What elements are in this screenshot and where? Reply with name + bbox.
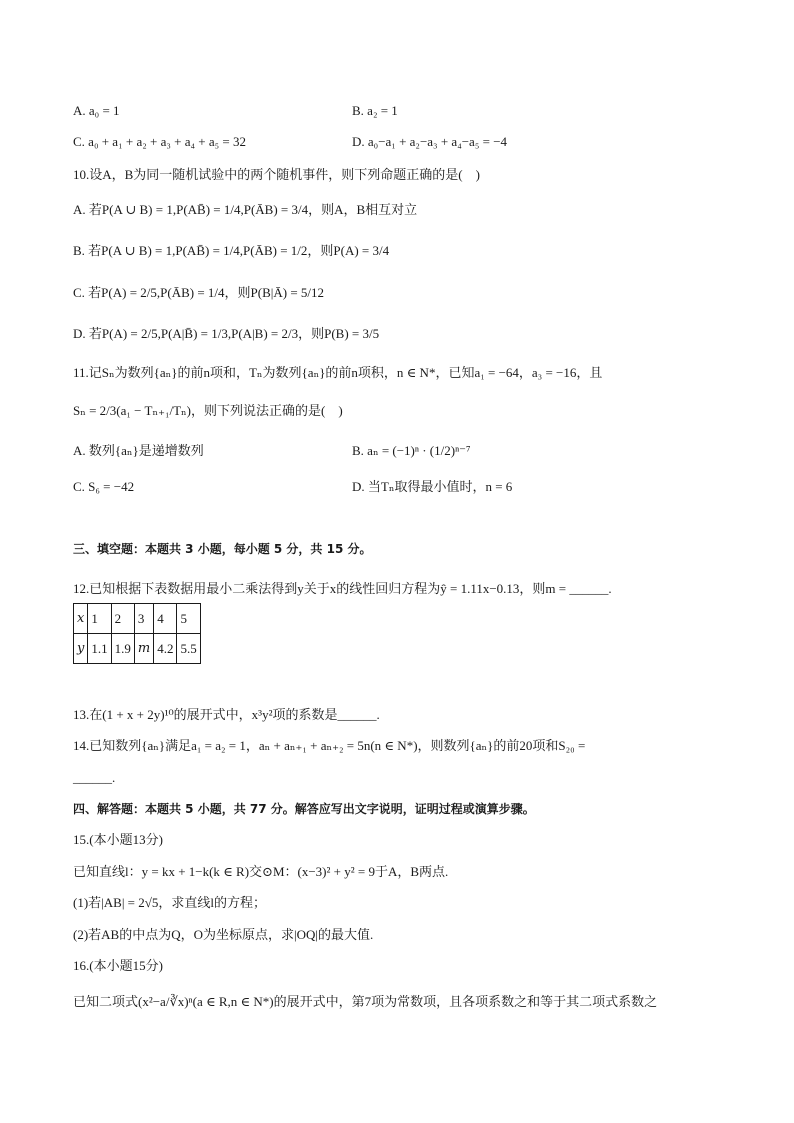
q9-option-a: A. a₀ = 1	[73, 103, 120, 118]
table-cell: 1.9	[111, 634, 134, 664]
q15-stem: 已知直线l：y = kx + 1−k(k ∈ R)交⊙M：(x−3)² + y² = 9于A，B两点.	[73, 864, 449, 879]
q12-stem: 12.已知根据下表数据用最小二乘法得到y关于x的线性回归方程为ŷ = 1.11x−0.13，则m = ______.	[73, 581, 612, 596]
table-cell: 5.5	[177, 634, 200, 664]
q15-heading: 15.(本小题13分)	[73, 832, 163, 847]
q9-option-d: D. a₀−a₁ + a₂−a₃ + a₄−a₅ = −4	[352, 134, 508, 149]
q14-stem-line2: ______.	[73, 770, 116, 785]
table-cell: 1.1	[88, 634, 111, 664]
q16-heading: 16.(本小题15分)	[73, 958, 163, 973]
q9-option-b: B. a₂ = 1	[352, 103, 398, 118]
table-row-y	[74, 634, 201, 664]
q16-stem: 已知二项式(x²−a/∛x)ⁿ(a ∈ R,n ∈ N*)的展开式中，第7项为常数项，且各项系数之和等于其二项式系数之	[73, 994, 658, 1009]
table-cell: 4.2	[154, 634, 177, 664]
q10-option-c: C. 若P(A) = 2/5,P(ĀB) = 1/4，则P(B|Ā) = 5/12	[73, 285, 325, 300]
q11-option-b: B. aₙ = (−1)ⁿ · (1/2)ⁿ⁻⁷	[352, 443, 471, 458]
table-row-x	[74, 604, 201, 634]
q11-option-c: C. S₆ = −42	[73, 479, 135, 494]
table-cell: y	[74, 634, 88, 664]
table-cell: x	[74, 604, 88, 634]
q10-option-b: B. 若P(A ∪ B) = 1,P(AB̄) = 1/4,P(ĀB) = 1/2，则P(A) = 3/4	[73, 243, 390, 258]
table-cell: 2	[111, 604, 134, 634]
q10-stem: 10.设A，B为同一随机试验中的两个随机事件，则下列命题正确的是( )	[73, 167, 480, 182]
table-cell: 1	[88, 604, 111, 634]
section-4-heading: 四、解答题：本题共 5 小题，共 77 分。解答应写出文字说明，证明过程或演算步骤。	[73, 802, 535, 816]
q15-part-1: (1)若|AB| = 2√5，求直线l的方程；	[73, 895, 267, 910]
q11-stem-line1: 11.记Sₙ为数列{aₙ}的前n项和，Tₙ为数列{aₙ}的前n项积，n ∈ N*，已知a₁ = −64，a₃ = −16，且	[73, 365, 603, 380]
q11-stem-line2: Sₙ = 2/3(a₁ − Tₙ₊₁/Tₙ)，则下列说法正确的是( )	[73, 403, 343, 418]
q11-option-d: D. 当Tₙ取得最小值时，n = 6	[352, 479, 513, 494]
q9-option-c: C. a₀ + a₁ + a₂ + a₃ + a₄ + a₅ = 32	[73, 134, 246, 149]
table-cell: 3	[134, 604, 153, 634]
q13-stem: 13.在(1 + x + 2y)¹⁰的展开式中，x³y²项的系数是______.	[73, 707, 380, 722]
table-cell: 4	[154, 604, 177, 634]
table-cell: m	[134, 634, 153, 664]
q11-option-a: A. 数列{aₙ}是递增数列	[73, 443, 204, 458]
table-cell: 5	[177, 604, 200, 634]
regression-data-table	[73, 603, 201, 664]
q10-option-d: D. 若P(A) = 2/5,P(A|B̄) = 1/3,P(A|B) = 2/3，则P(B) = 3/5	[73, 326, 380, 341]
section-3-heading: 三、填空题：本题共 3 小题，每小题 5 分，共 15 分。	[73, 542, 372, 556]
q14-stem-line1: 14.已知数列{aₙ}满足a₁ = a₂ = 1，aₙ + aₙ₊₁ + aₙ₊₂ = 5n(n ∈ N*)，则数列{aₙ}的前20项和S₂₀ =	[73, 738, 586, 753]
q15-part-2: (2)若AB的中点为Q，O为坐标原点，求|OQ|的最大值.	[73, 927, 374, 942]
q10-option-a: A. 若P(A ∪ B) = 1,P(AB̄) = 1/4,P(ĀB) = 3/4，则A，B相互对立	[73, 202, 418, 217]
